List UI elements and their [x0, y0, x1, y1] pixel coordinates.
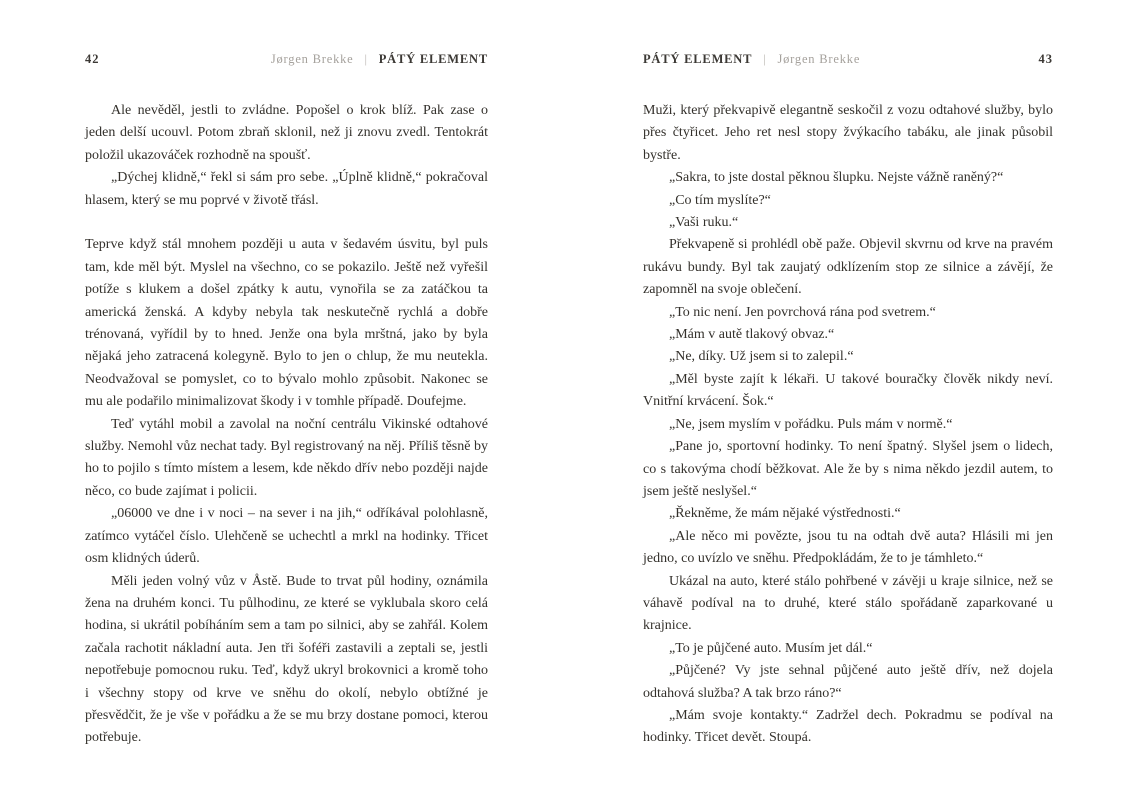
paragraph: „To je půjčené auto. Musím jet dál.“	[669, 640, 873, 656]
running-head-right	[643, 52, 860, 67]
paragraph: Muži, který překvapivě elegantně seskočil z vozu odtahové služby, bylo přes čtyřicet. Jeho ret nesl stopy žvýkacího tabáku, ale jinak působil bystře.	[643, 103, 1053, 163]
paragraph: „Mám svoje kontakty.“ Zadržel dech. Pokradmu se podíval na hodinky. Třicet devět. Stoupá.	[643, 707, 1053, 746]
paragraph: Teprve když stál mnohem později u auta v šedavém úsvitu, byl puls tam, kde měl být. Myslel na všechno, co se pokazilo. Ještě než vyřešil potíže s klukem a došel zpátky k autu, vynořila se za zatáčkou ta americká ženská. A kdyby nebyla tak neskutečně rychlá a dobře trénovaná, vyřídil by to hned. Jenže ona byla mrštná, jako by byla nějaká jeho zatracená kolegyně. Bylo to jen o chlup, že mu neutekla. Neodvažoval se pomyslet, co to bývalo mohlo způsobit. Nakonec se mu ale podařilo minimalizovat škody i v tomhle případě. Doufejme.	[85, 237, 488, 410]
paragraph: Ukázal na auto, které stálo pohřbené v závěji u kraje silnice, než se váhavě podíval na to druhé, které stálo spořádaně zaparkované u krajnice.	[643, 573, 1053, 634]
paragraph: Ale nevěděl, jestli to zvládne. Popošel o krok blíž. Pak zase o jeden delší ucouvl. Potom zbraň sklonil, než ji znovu zvedl. Tentokrát položil ukazováček rozhodně na spoušť.	[85, 103, 488, 163]
paragraph: „06000 ve dne i v noci – na sever i na jih,“ odříkával polohlasně, zatímco vytáčel číslo. Ulehčeně se uchechtl a mrkl na hodinky. Třicet osm klidných úderů.	[85, 506, 488, 567]
author-name: Jørgen Brekke	[270, 52, 354, 66]
header-separator: |	[364, 52, 368, 66]
paragraph: „Měl byste zajít k lékaři. U takové bouračky člověk nikdy neví. Vnitřní krvácení. Šok.“	[643, 371, 1053, 410]
paragraph: „Řekněme, že mám nějaké výstřednosti.“	[669, 506, 901, 522]
header-separator: |	[763, 52, 767, 66]
paragraph: Měli jeden volný vůz v Åstě. Bude to trvat půl hodiny, oznámila žena na druhém konci. Tu půlhodinu, ze které se vyklubala skoro celá hodina, si ukrátil pobíháním sem a tam po silnici, aby se zahřál. Kolem začala rachotit nákladní auta. Jen tři šoféři zastavili a zeptali se, jestli nepotřebuje pomocnou ruku. Teď, když ukryl brokovnici a kromě toho i všechny stopy od krve ve sněhu do okolí, nebylo obtížné je přesvědčit, že je vše v pořádku a že se mu brzy dostane pomoci, kterou potřebuje.	[85, 573, 488, 746]
page-body-left	[85, 100, 488, 750]
paragraph: „Dýchej klidně,“ řekl si sám pro sebe. „Úplně klidně,“ pokračoval hlasem, který se mu poprvé v životě třásl.	[85, 170, 488, 208]
author-name: Jørgen Brekke	[777, 52, 861, 66]
page-header-right	[643, 52, 1053, 67]
book-title: PÁTÝ ELEMENT	[378, 52, 488, 66]
page-number-right: 43	[1038, 52, 1053, 66]
paragraph: „Půjčené? Vy jste sehnal půjčené auto ještě dřív, než dojela odtahová služba? A tak brzo ráno?“	[643, 663, 1053, 701]
paragraph: „Co tím myslíte?“	[669, 192, 771, 208]
paragraph: „Ne, jsem myslím v pořádku. Puls mám v normě.“	[669, 416, 953, 432]
paragraph: „Ne, díky. Už jsem si to zalepil.“	[669, 349, 854, 365]
page-right	[566, 0, 1131, 800]
paragraph: „Pane jo, sportovní hodinky. To není špatný. Slyšel jsem o lidech, co s takovýma chodí běžkovat. Ale že by s nima někdo jezdil autem, to jsem ještě neslyšel.“	[643, 439, 1053, 499]
page-body-right	[643, 100, 1053, 750]
book-title: PÁTÝ ELEMENT	[643, 52, 753, 66]
paragraph: „Vaši ruku.“	[669, 215, 739, 231]
paragraph: Teď vytáhl mobil a zavolal na noční centrálu Vikinské odtahové služby. Nemohl vůz nechat tady. Byl registrovaný na něj. Příliš těsně by ho to pojilo s tímto místem a lesem, kde někdo dřív nebo později najde něco, co bude zajímat i policii.	[85, 416, 488, 499]
page-header-left	[85, 52, 488, 67]
page-number-left: 42	[85, 52, 100, 66]
paragraph: „Ale něco mi povězte, jsou tu na odtah dvě auta? Hlásili mi jen jedno, co uvízlo ve sněhu. Předpokládám, že to je támhleto.“	[643, 528, 1053, 567]
paragraph: „Mám v autě tlakový obvaz.“	[669, 327, 835, 343]
paragraph: Překvapeně si prohlédl obě paže. Objevil skvrnu od krve na pravém rukávu bundy. Byl tak zaujatý odklízením stop ze silnice a závějí, že zapomněl na svoje oblečení.	[643, 237, 1053, 298]
paragraph: „To nic není. Jen povrchová rána pod svetrem.“	[669, 304, 936, 320]
paragraph: „Sakra, to jste dostal pěknou šlupku. Nejste vážně raněný?“	[669, 170, 1004, 186]
running-head-left	[271, 52, 488, 67]
